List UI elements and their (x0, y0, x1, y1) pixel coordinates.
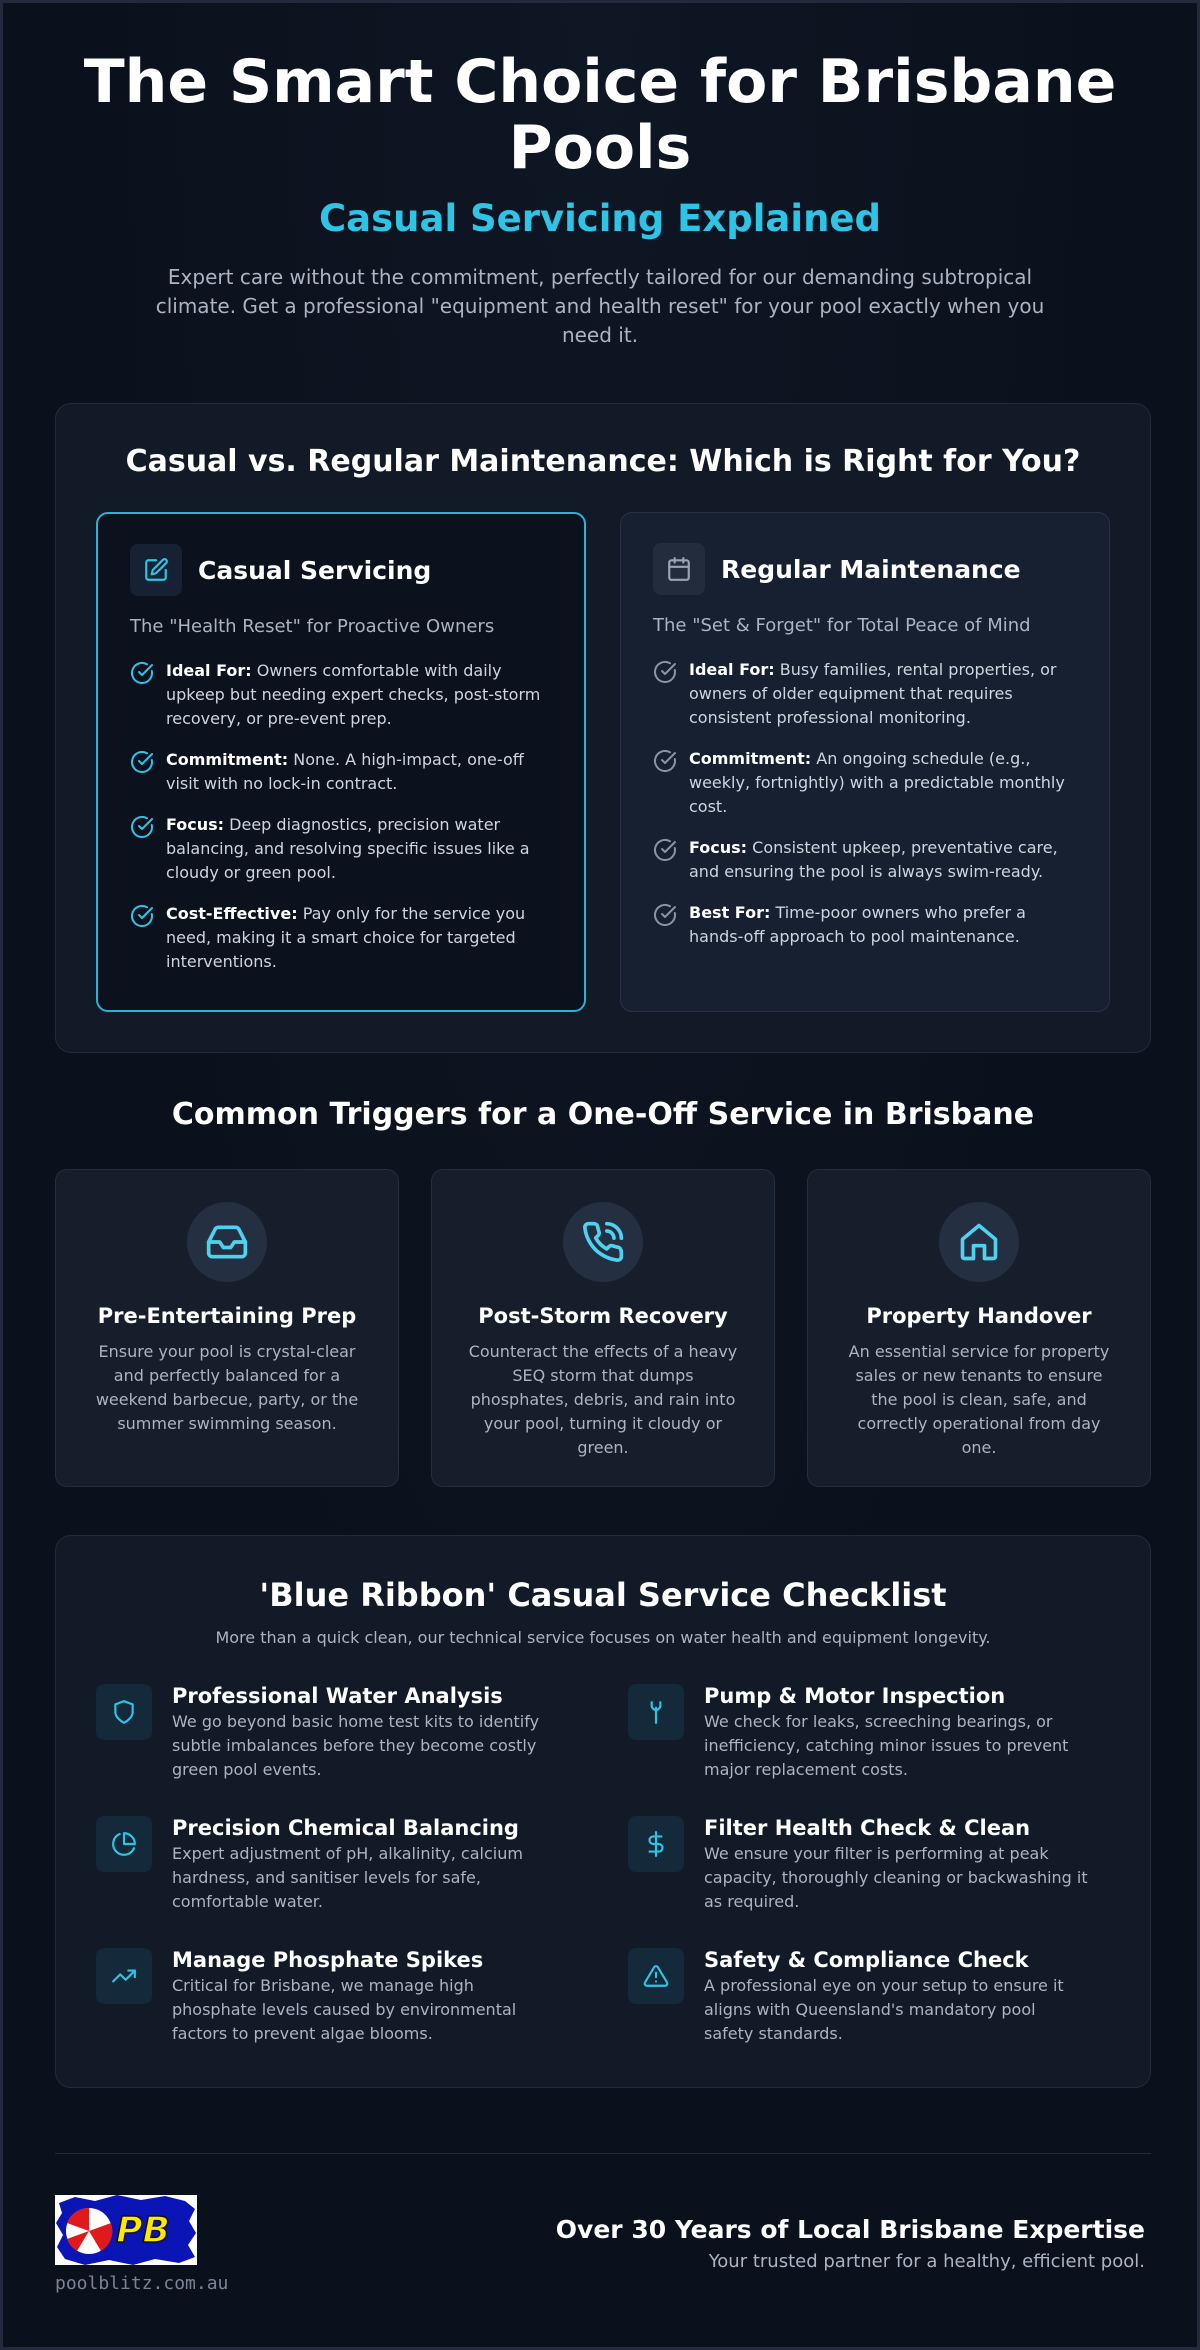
checklist-item-text: We go beyond basic home test kits to identify subtle imbalances before they become costly green pool events. (172, 1712, 540, 1779)
check-circle-icon (653, 903, 677, 927)
item-text: Consistent upkeep, preventative care, and ensuring the pool is always swim-ready. (689, 838, 1058, 881)
trigger-card-post-storm (431, 1169, 775, 1487)
trigger-text: Counteract the effects of a heavy SEQ storm that dumps phosphates, debris, and rain into your pool, turning it cloudy or green. (468, 1342, 738, 1457)
item-label: Best For: (689, 903, 771, 922)
checklist-item-title: Professional Water Analysis (172, 1684, 503, 1708)
comparison-panel (55, 403, 1151, 1053)
trigger-text: An essential service for property sales or new tenants to ensure the pool is clean, safe, and correctly operational from day one. (848, 1342, 1110, 1457)
phone-call-icon (563, 1202, 643, 1282)
footer-subtitle: Your trusted partner for a healthy, efficient pool. (708, 2251, 1145, 2272)
check-circle-icon (653, 838, 677, 862)
check-circle-icon (130, 750, 154, 774)
item-text: Time-poor owners who prefer a hands-off approach to pool maintenance. (689, 903, 1026, 946)
checklist-item-text: We ensure your filter is performing at peak capacity, thoroughly cleaning or backwashing it as required. (704, 1844, 1088, 1911)
checklist-item-title: Filter Health Check & Clean (704, 1816, 1031, 1840)
list-item (130, 659, 552, 731)
checklist-item-title: Precision Chemical Balancing (172, 1816, 519, 1840)
checklist-subtitle: More than a quick clean, our technical service focuses on water health and equipment longevity. (215, 1628, 991, 1647)
warning-icon (628, 1948, 684, 2004)
list-item (130, 813, 552, 885)
dollar-icon (628, 1816, 684, 1872)
checklist-item-text: We check for leaks, screeching bearings, or inefficiency, catching minor issues to prevent major replacement costs. (704, 1712, 1069, 1779)
home-icon (939, 1202, 1019, 1282)
item-label: Focus: (689, 838, 748, 857)
logo-text: PB (116, 2210, 170, 2251)
item-label: Ideal For: (166, 661, 252, 680)
item-label: Commitment: (689, 749, 812, 768)
list-item (653, 658, 1077, 730)
pie-chart-icon (96, 1816, 152, 1872)
wrench-icon (628, 1684, 684, 1740)
comparison-title: Casual vs. Regular Maintenance: Which is Right for You? (125, 444, 1081, 479)
page-title: The Smart Choice for Brisbane Pools (83, 47, 1117, 183)
check-circle-icon (130, 661, 154, 685)
trigger-text: Ensure your pool is crystal-clear and perfectly balanced for a weekend barbecue, party, or the summer swimming season. (95, 1342, 359, 1433)
casual-card-subtitle: The "Health Reset" for Proactive Owners (130, 616, 495, 637)
checklist-item-safety-compliance (628, 1948, 1088, 2046)
list-item (130, 748, 552, 796)
item-label: Focus: (166, 815, 225, 834)
item-label: Commitment: (166, 750, 289, 769)
checklist-item-phosphate-spikes (96, 1948, 556, 2046)
footer-divider (55, 2153, 1151, 2154)
checklist-item-title: Safety & Compliance Check (704, 1948, 1029, 1972)
item-text: Pay only for the service you need, making it a smart choice for targeted interventions. (166, 904, 526, 971)
poolblitz-logo[interactable] (55, 2195, 197, 2265)
checklist-item-text: Critical for Brisbane, we manage high phosphate levels caused by environmental factors to prevent algae blooms. (172, 1976, 517, 2043)
trigger-title: Post-Storm Recovery (478, 1304, 728, 1328)
regular-maintenance-card (620, 512, 1110, 1012)
trigger-title: Property Handover (866, 1304, 1092, 1328)
regular-card-subtitle: The "Set & Forget" for Total Peace of Mind (653, 615, 1031, 636)
footer-title: Over 30 Years of Local Brisbane Expertise (555, 2215, 1145, 2244)
list-item (653, 836, 1077, 884)
calendar-icon (653, 543, 705, 595)
checklist-item-water-analysis (96, 1684, 556, 1782)
casual-servicing-card (96, 512, 586, 1012)
regular-feature-list (653, 658, 1077, 949)
checklist-title: 'Blue Ribbon' Casual Service Checklist (259, 1576, 947, 1614)
trigger-card-property-handover (807, 1169, 1151, 1487)
checklist-item-title: Manage Phosphate Spikes (172, 1948, 484, 1972)
hero (3, 3, 1197, 350)
inbox-icon (187, 1202, 267, 1282)
check-circle-icon (653, 660, 677, 684)
page-subtitle: Casual Servicing Explained (318, 197, 881, 240)
checklist-panel (55, 1535, 1151, 2088)
hero-intro: Expert care without the commitment, perfectly tailored for our demanding subtropical climate. Get a professional "equipment and health reset" for your pool exactly when you need it. (155, 265, 1045, 347)
casual-card-title: Casual Servicing (198, 555, 432, 585)
item-text: Owners comfortable with daily upkeep but needing expert checks, post-storm recovery, or pre-event prep. (166, 661, 541, 728)
trending-up-icon (96, 1948, 152, 2004)
item-text: An ongoing schedule (e.g., weekly, fortnightly) with a predictable monthly cost. (689, 749, 1065, 816)
item-text: Deep diagnostics, precision water balancing, and resolving specific issues like a cloudy or green pool. (166, 815, 530, 882)
checklist-item-filter-check (628, 1816, 1088, 1914)
triggers-title: Common Triggers for a One-Off Service in Brisbane (171, 1097, 1035, 1132)
item-text: Busy families, rental properties, or owners of older equipment that requires consistent professional monitoring. (689, 660, 1057, 727)
checklist-item-title: Pump & Motor Inspection (704, 1684, 1006, 1708)
checklist-item-chemical-balancing (96, 1816, 556, 1914)
checklist-item-text: A professional eye on your setup to ensure it aligns with Queensland's mandatory pool safety standards. (704, 1976, 1064, 2043)
website-domain[interactable]: poolblitz.com.au (55, 2273, 229, 2294)
casual-feature-list (130, 659, 552, 974)
item-text: None. A high-impact, one-off visit with no lock-in contract. (166, 750, 524, 793)
shield-icon (96, 1684, 152, 1740)
edit-icon (130, 544, 182, 596)
list-item (653, 747, 1077, 819)
trigger-card-pre-entertaining (55, 1169, 399, 1487)
item-label: Ideal For: (689, 660, 775, 679)
item-label: Cost-Effective: (166, 904, 298, 923)
list-item (653, 901, 1077, 949)
checklist-item-pump-inspection (628, 1684, 1088, 1782)
regular-card-title: Regular Maintenance (721, 554, 1021, 584)
check-circle-icon (130, 815, 154, 839)
checklist-item-text: Expert adjustment of pH, alkalinity, calcium hardness, and sanitiser levels for safe, comfortable water. (172, 1844, 523, 1911)
list-item (130, 902, 552, 974)
check-circle-icon (653, 749, 677, 773)
check-circle-icon (130, 904, 154, 928)
trigger-title: Pre-Entertaining Prep (97, 1304, 357, 1328)
